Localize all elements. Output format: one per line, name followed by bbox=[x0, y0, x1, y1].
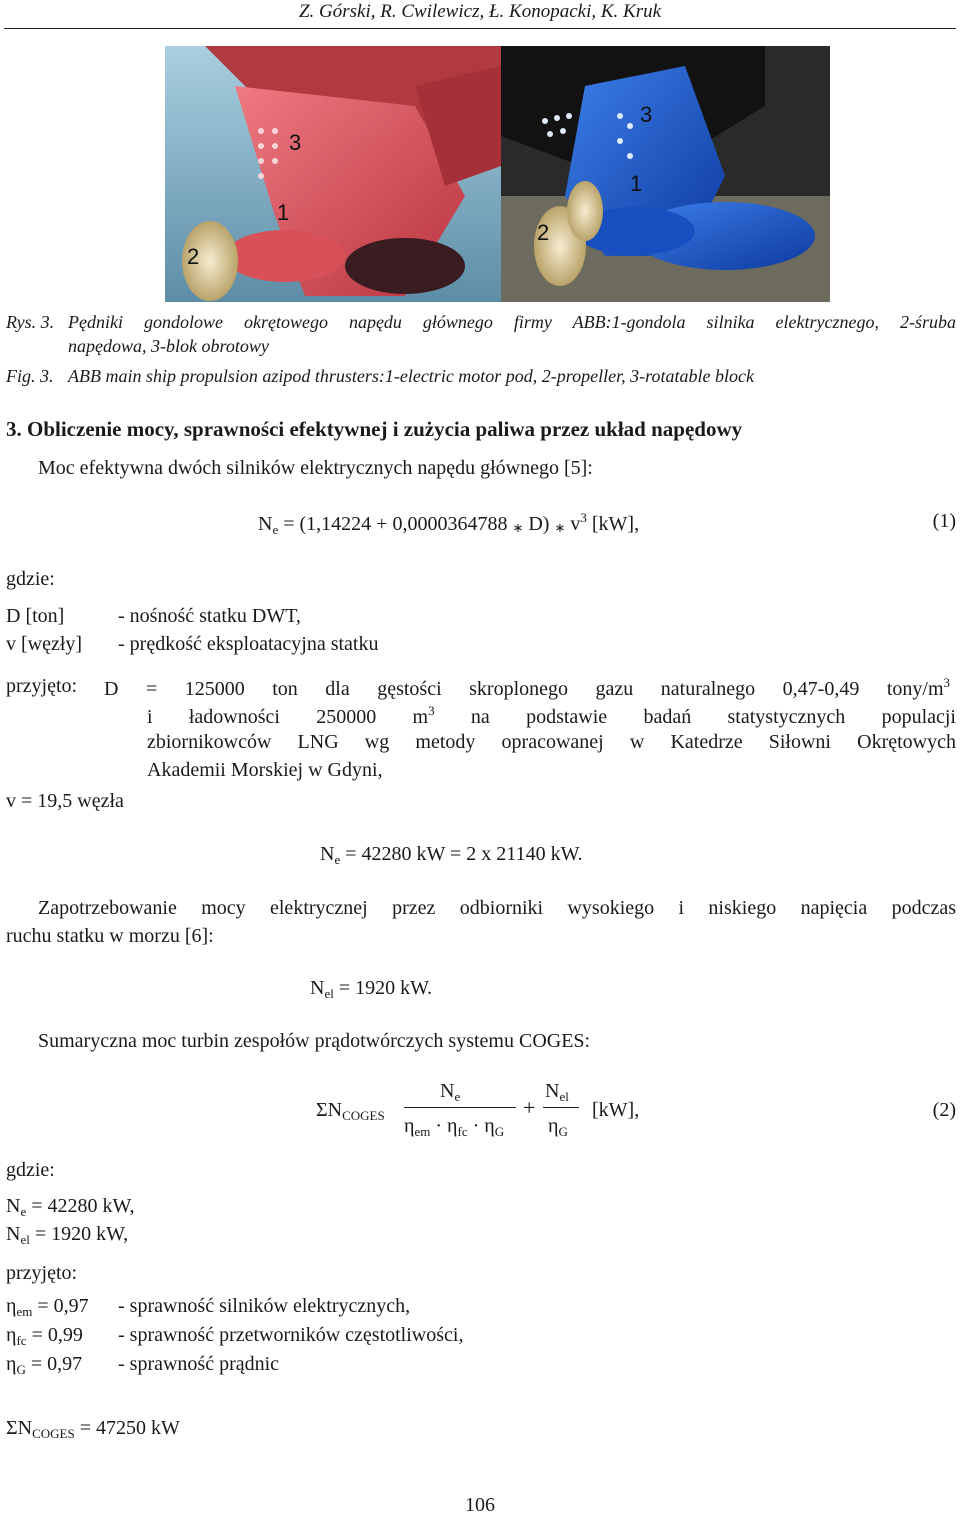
photo-label-right-3: 3 bbox=[640, 102, 653, 127]
def-v-desc: - prędkość eksploatacyjna statku bbox=[118, 633, 379, 655]
eta-em-desc: - sprawność silników elektrycznych, bbox=[118, 1295, 411, 1317]
where-label: gdzie: bbox=[6, 568, 55, 590]
sum-result: $\Sigma N_{COGES} = 47250$ kW bbox=[6, 1417, 180, 1441]
assumed-speed: v = 19,5 węzła bbox=[6, 790, 124, 812]
caption-pl-line2: napędowa, 3-blok obrotowy bbox=[68, 336, 269, 356]
eq2-plus: + bbox=[523, 1095, 536, 1120]
caption-en-text: ABB main ship propulsion azipod thrusters:1-electric motor pod, 2-propeller, 3-rotatable block bbox=[68, 366, 754, 386]
running-header: Z. Górski, R. Cwilewicz, Ł. Konopacki, K. Kruk bbox=[298, 1, 662, 22]
where2-label: gdzie: bbox=[6, 1159, 55, 1181]
caption-en-number: Fig. 3. bbox=[6, 366, 54, 386]
equation-1: $N_e = (1,14224 + 0,0000364788$ ∗ D) ∗ $v^3$ [kW], bbox=[258, 510, 640, 537]
ne-result: $N_e = 42280$ kW = 2 x 21140 kW. bbox=[320, 843, 583, 867]
assumed-line2: i ładowności 250000 $m^3$ na podstawie badań statystycznych populacji bbox=[147, 703, 956, 728]
assumed-line1: D = 125000 ton dla gęstości skroplonego gazu naturalnego 0,47-0,49 tony/$m^3$ bbox=[104, 675, 950, 700]
eq2-den2: $\eta_G$ bbox=[548, 1115, 568, 1139]
photo-label-left-1: 1 bbox=[277, 200, 290, 225]
caption-en bbox=[6, 364, 754, 388]
eta-g-value: $\eta_G = 0,97$ bbox=[6, 1353, 83, 1377]
caption-pl-number: Rys. 3. bbox=[6, 312, 55, 332]
eq2-sigma: $\Sigma N_{COGES}$ bbox=[316, 1099, 385, 1123]
assumed2-label: przyjęto: bbox=[6, 1262, 78, 1284]
photo-label-right-1: 1 bbox=[630, 171, 643, 196]
equation-1-number: (1) bbox=[932, 510, 956, 532]
header-rule bbox=[4, 28, 956, 29]
caption-pl-text1: Pędniki gondolowe okrętowego napędu głównego firmy ABB:1-gondola silnika elektrycznego, 2-śruba bbox=[68, 312, 956, 332]
eta-fc-value: $\eta_{fc} = 0,99$ bbox=[6, 1324, 83, 1348]
eta-fc-desc: - sprawność przetworników częstotliwości, bbox=[118, 1324, 464, 1346]
demand-line2: ruchu statku w morzu [6]: bbox=[6, 925, 214, 947]
section-title: 3. Obliczenie mocy, sprawności efektywnej i zużycia paliwa przez układ napędowy bbox=[6, 417, 743, 441]
photo-label-right-2: 2 bbox=[537, 220, 550, 245]
azipod-photo bbox=[165, 46, 830, 302]
eq2-num1: $N_e$ bbox=[440, 1080, 461, 1104]
assumed-label: przyjęto: bbox=[6, 675, 78, 697]
eta-em-value: $\eta_{em} = 0,97$ bbox=[6, 1295, 89, 1319]
eq2-fraction-bar-2 bbox=[543, 1107, 579, 1108]
eq2-num2: $N_{el}$ bbox=[545, 1080, 569, 1104]
given-ne: $N_e = 42280$ kW, bbox=[6, 1195, 135, 1219]
page-number: 106 bbox=[465, 1494, 495, 1516]
caption-pl-line1 bbox=[6, 310, 956, 334]
equation-2-number: (2) bbox=[932, 1099, 956, 1121]
eta-g-desc: - sprawność prądnic bbox=[118, 1353, 280, 1375]
demand-line1: Zapotrzebowanie mocy elektrycznej przez odbiorniki wysokiego i niskiego napięcia podczas bbox=[38, 897, 956, 919]
nel-result: $N_{el} = 1920$ kW. bbox=[310, 977, 433, 1001]
def-d-desc: - nośność statku DWT, bbox=[118, 605, 301, 627]
assumed-line4: Akademii Morskiej w Gdyni, bbox=[147, 759, 383, 781]
def-v-symbol: v [węzły] bbox=[6, 633, 83, 655]
figure-photo bbox=[165, 46, 830, 302]
photo-label-left-3: 3 bbox=[289, 130, 302, 155]
intro-text: Moc efektywna dwóch silników elektrycznych napędu głównego [5]: bbox=[38, 457, 593, 479]
def-d-symbol: D [ton] bbox=[6, 605, 65, 627]
eq2-fraction-bar-1 bbox=[404, 1107, 516, 1108]
eq2-unit: [kW], bbox=[592, 1099, 640, 1121]
given-nel: $N_{el} = 1920$ kW, bbox=[6, 1223, 129, 1247]
eq2-den1: $\eta_{em} \cdot \eta_{fc} \cdot \eta_G$ bbox=[404, 1115, 505, 1139]
assumed-line3: zbiornikowców LNG wg metody opracowanej w Katedrze Siłowni Okrętowych bbox=[147, 731, 956, 753]
sum-intro: Sumaryczna moc turbin zespołów prądotwórczych systemu COGES: bbox=[38, 1030, 591, 1052]
photo-label-left-2: 2 bbox=[187, 244, 200, 269]
